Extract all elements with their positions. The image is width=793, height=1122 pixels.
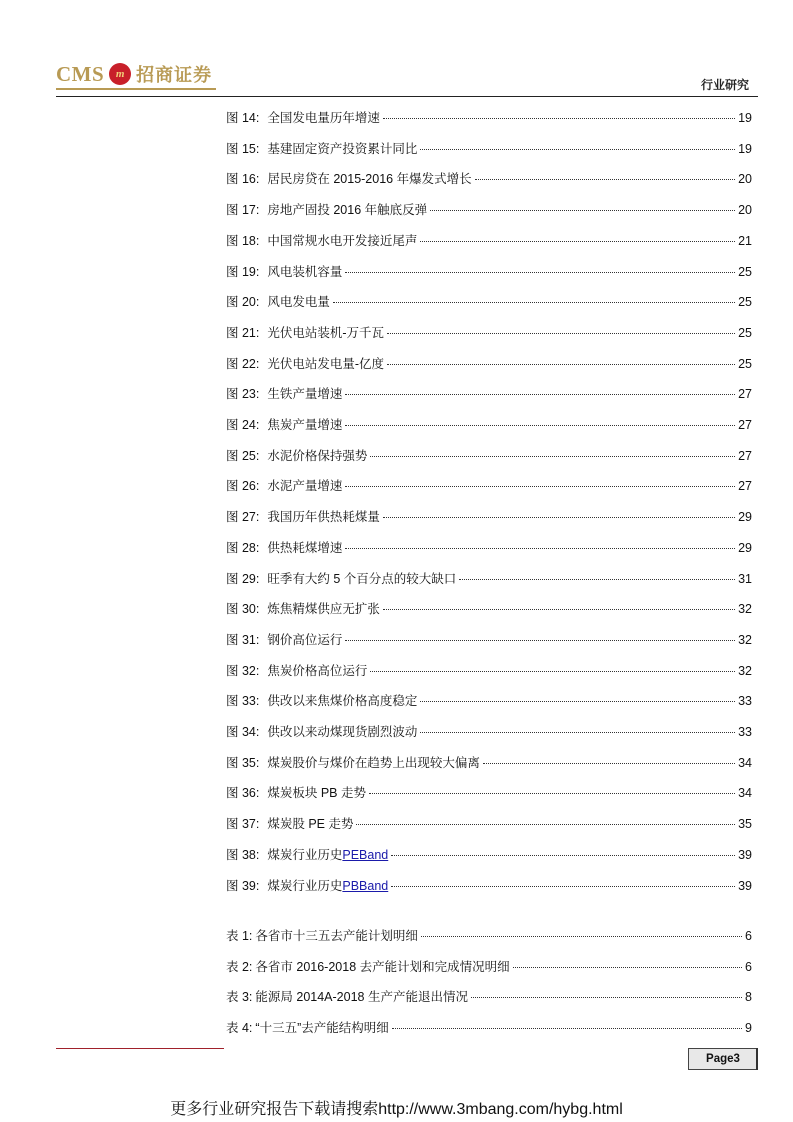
toc-page-number: 6 xyxy=(745,929,752,943)
toc-entry-number: 图 19: xyxy=(226,265,260,279)
toc-page-number: 21 xyxy=(738,234,752,248)
toc-dot-leader xyxy=(421,936,742,937)
figure-toc-entry[interactable] xyxy=(226,845,752,865)
toc-dot-leader xyxy=(369,793,735,794)
download-notice: 更多行业研究报告下载请搜索http://www.3mbang.com/hybg.html xyxy=(170,1101,623,1118)
toc-entry-title-text: 房地产固投 2016 年触底反弹 xyxy=(267,203,428,217)
toc-entry-number: 表 3: xyxy=(226,990,253,1004)
toc-entry-title xyxy=(267,446,367,464)
toc-dot-leader xyxy=(420,241,735,242)
toc-entry-number: 图 38: xyxy=(226,848,260,862)
toc-entry-title xyxy=(267,323,384,341)
toc-entry-title-text: 各省市十三五去产能计划明细 xyxy=(255,929,418,943)
header-divider xyxy=(56,96,758,97)
toc-entry-number: 图 33: xyxy=(226,694,260,708)
toc-entry-number: 表 2: xyxy=(226,960,253,974)
figure-toc-entry[interactable] xyxy=(226,783,752,803)
figure-toc-entry[interactable] xyxy=(226,108,752,128)
toc-page-number: 34 xyxy=(738,786,752,800)
toc-entry-title-text: 水泥价格保持强势 xyxy=(267,449,368,463)
toc-entry-number: 图 31: xyxy=(226,633,260,647)
toc-entry-title xyxy=(267,354,384,372)
toc-entry-title xyxy=(255,957,509,975)
toc-entry-number: 图 30: xyxy=(226,602,260,616)
toc-page-number: 27 xyxy=(738,387,752,401)
toc-entry-title-text: 风电发电量 xyxy=(267,295,330,309)
toc-entry-number: 图 20: xyxy=(226,295,260,309)
figure-toc-entry[interactable] xyxy=(226,415,752,435)
toc-entry-number: 表 1: xyxy=(226,929,253,943)
toc-entry-number: 图 32: xyxy=(226,664,260,678)
toc-entry-number: 图 39: xyxy=(226,879,260,893)
toc-dot-leader xyxy=(345,425,735,426)
toc-entry-number: 图 23: xyxy=(226,387,260,401)
toc-entry-title-text: 煤炭股价与煤价在趋势上出现较大偏离 xyxy=(267,756,480,770)
toc-entry-title xyxy=(267,415,342,433)
toc-entry-number: 图 37: xyxy=(226,817,260,831)
figure-toc-entry[interactable] xyxy=(226,538,752,558)
toc-page-number: 32 xyxy=(738,602,752,616)
toc-dot-leader xyxy=(333,302,735,303)
toc-page-number: 35 xyxy=(738,817,752,831)
figure-toc-entry[interactable] xyxy=(226,814,752,834)
figure-toc-entry[interactable] xyxy=(226,231,752,251)
toc-page-number: 25 xyxy=(738,357,752,371)
toc-page-number: 34 xyxy=(738,756,752,770)
toc-dot-leader xyxy=(387,333,735,334)
toc-entry-title xyxy=(267,661,367,679)
toc-dot-leader xyxy=(483,763,735,764)
toc-entry-title-text: 炼焦精煤供应无扩张 xyxy=(267,602,380,616)
logo-cms-text: CMS xyxy=(56,61,105,86)
toc-entry-title-text: 供改以来动煤现货剧烈波动 xyxy=(267,725,418,739)
toc-entry-title-text: 焦炭价格高位运行 xyxy=(267,664,368,678)
toc-entry-link[interactable]: PEBand xyxy=(342,848,389,862)
toc-entry-title xyxy=(267,169,471,187)
toc-entry-title xyxy=(267,691,417,709)
toc-entry-title-text: 生铁产量增速 xyxy=(267,387,343,401)
toc-page-number: 27 xyxy=(738,479,752,493)
toc-page-number: 33 xyxy=(738,725,752,739)
toc-entry-number: 图 14: xyxy=(226,111,260,125)
figure-toc-entry[interactable] xyxy=(226,446,752,466)
toc-page-number: 29 xyxy=(738,541,752,555)
toc-dot-leader xyxy=(420,149,735,150)
toc-dot-leader xyxy=(345,486,735,487)
toc-dot-leader xyxy=(420,732,735,733)
toc-page-number: 33 xyxy=(738,694,752,708)
toc-dot-leader xyxy=(471,997,742,998)
toc-dot-leader xyxy=(345,272,735,273)
toc-entry-title xyxy=(267,231,417,249)
toc-dot-leader xyxy=(383,118,735,119)
toc-page-number: 25 xyxy=(738,295,752,309)
toc-entry-number: 图 29: xyxy=(226,572,260,586)
figure-toc-entry[interactable] xyxy=(226,691,752,711)
toc-page-number: 8 xyxy=(745,990,752,1004)
figure-toc-entry[interactable] xyxy=(226,200,752,220)
toc-entry-title xyxy=(267,538,342,556)
toc-entry-title xyxy=(267,139,417,157)
toc-entry-title xyxy=(267,753,480,771)
toc-entry-number: 表 4: xyxy=(226,1021,253,1035)
toc-page-number: 9 xyxy=(745,1021,752,1035)
figure-toc-entry[interactable] xyxy=(226,476,752,496)
toc-entry-title-text: 煤炭股 PE 走势 xyxy=(267,817,354,831)
toc-entry-title-text: 水泥产量增速 xyxy=(267,479,343,493)
toc-entry-title xyxy=(267,814,353,832)
logo-badge-icon: m xyxy=(109,63,131,85)
figure-toc-entry[interactable] xyxy=(226,569,752,589)
toc-entry-number: 图 16: xyxy=(226,172,260,186)
figure-toc-entry[interactable] xyxy=(226,599,752,619)
toc-entry-title xyxy=(255,987,468,1005)
toc-entry-title xyxy=(267,845,388,863)
toc-entry-title-text: 风电装机容量 xyxy=(267,265,343,279)
page-number-box: Page3 xyxy=(688,1048,758,1070)
toc-entry-title xyxy=(267,200,427,218)
toc-entry-title-text: 光伏电站装机-万千瓦 xyxy=(267,326,385,340)
footer-divider xyxy=(56,1048,224,1049)
toc-entry-number: 图 21: xyxy=(226,326,260,340)
toc-entry-title-text: 居民房贷在 2015-2016 年爆发式增长 xyxy=(267,172,472,186)
figure-toc-entry[interactable] xyxy=(226,139,752,159)
toc-page-number: 25 xyxy=(738,326,752,340)
toc-entry-number: 图 22: xyxy=(226,357,260,371)
toc-entry-title xyxy=(267,507,380,525)
toc-entry-title-text: 能源局 2014A-2018 生产产能退出情况 xyxy=(255,990,468,1004)
toc-entry-title-text: 我国历年供热耗煤量 xyxy=(267,510,380,524)
toc-page-number: 27 xyxy=(738,449,752,463)
figure-toc-entry[interactable] xyxy=(226,722,752,742)
toc-entry-title xyxy=(267,384,342,402)
toc-entry-title xyxy=(267,876,388,894)
toc-dot-leader xyxy=(345,394,735,395)
figure-toc-entry[interactable] xyxy=(226,753,752,773)
toc-page-number: 27 xyxy=(738,418,752,432)
toc-entry-number: 图 15: xyxy=(226,142,260,156)
toc-entry-title xyxy=(267,783,366,801)
toc-entry-title-text: 煤炭板块 PB 走势 xyxy=(267,786,366,800)
header-accent-line xyxy=(56,88,216,90)
toc-entry-title xyxy=(267,722,417,740)
toc-dot-leader xyxy=(513,967,742,968)
figure-toc-entry[interactable] xyxy=(226,169,752,189)
toc-page-number: 39 xyxy=(738,879,752,893)
toc-entry-title-text: 焦炭产量增速 xyxy=(267,418,343,432)
page-header xyxy=(0,0,793,100)
toc-entry-number: 图 24: xyxy=(226,418,260,432)
table-toc-entry[interactable] xyxy=(226,957,752,977)
figure-toc-entry[interactable] xyxy=(226,661,752,681)
toc-page-number: 25 xyxy=(738,265,752,279)
toc-page-number: 19 xyxy=(738,142,752,156)
toc-dot-leader xyxy=(345,548,735,549)
figure-toc-entry[interactable] xyxy=(226,354,752,374)
toc-entry-title xyxy=(267,108,380,126)
toc-entry-title-text: 各省市 2016-2018 去产能计划和完成情况明细 xyxy=(255,960,510,974)
figure-toc-entry[interactable] xyxy=(226,384,752,404)
toc-entry-title xyxy=(267,630,342,648)
toc-entry-number: 图 27: xyxy=(226,510,260,524)
toc-entry-title xyxy=(267,476,342,494)
toc-page-number: 19 xyxy=(738,111,752,125)
toc-entry-title-text: 旺季有大约 5 个百分点的较大缺口 xyxy=(267,572,457,586)
toc-dot-leader xyxy=(391,855,735,856)
table-toc-entry[interactable] xyxy=(226,987,752,1007)
toc-dot-leader xyxy=(459,579,735,580)
toc-entry-title xyxy=(267,569,456,587)
figure-toc-entry[interactable] xyxy=(226,292,752,312)
figure-toc-entry[interactable] xyxy=(226,507,752,527)
toc-dot-leader xyxy=(475,179,736,180)
toc-entry-title-text: “十三五”去产能结构明细 xyxy=(255,1021,389,1035)
toc-page-number: 6 xyxy=(745,960,752,974)
toc-dot-leader xyxy=(430,210,735,211)
toc-dot-leader xyxy=(391,886,735,887)
toc-entry-title-text: 全国发电量历年增速 xyxy=(267,111,380,125)
figure-toc-entry[interactable] xyxy=(226,630,752,650)
toc-entry-number: 图 34: xyxy=(226,725,260,739)
toc-page-number: 20 xyxy=(738,172,752,186)
toc-dot-leader xyxy=(383,609,735,610)
toc-page-number: 29 xyxy=(738,510,752,524)
toc-entry-title-text: 供改以来焦煤价格高度稳定 xyxy=(267,694,418,708)
figure-toc-entry[interactable] xyxy=(226,876,752,896)
toc-dot-leader xyxy=(420,701,735,702)
toc-page-number: 32 xyxy=(738,664,752,678)
figure-toc-entry[interactable] xyxy=(226,323,752,343)
toc-entry-number: 图 36: xyxy=(226,786,260,800)
table-toc-entry[interactable] xyxy=(226,1018,752,1038)
toc-entry-title-text: 光伏电站发电量-亿度 xyxy=(267,357,385,371)
toc-entry-title-text: 钢价高位运行 xyxy=(267,633,343,647)
toc-dot-leader xyxy=(392,1028,742,1029)
toc-dot-leader xyxy=(356,824,735,825)
toc-entry-link[interactable]: PBBand xyxy=(342,879,389,893)
toc-entry-title-text: 煤炭行业历史 xyxy=(267,879,343,893)
toc-entry-title-text: 基建固定资产投资累计同比 xyxy=(267,142,418,156)
toc-page-number: 39 xyxy=(738,848,752,862)
toc-entry-title xyxy=(255,1018,388,1036)
toc-entry-title xyxy=(255,926,418,944)
table-toc-entry[interactable] xyxy=(226,926,752,946)
toc-dot-leader xyxy=(370,671,735,672)
toc-entry-title xyxy=(267,262,342,280)
toc-page-number: 31 xyxy=(738,572,752,586)
toc-entry-title xyxy=(267,599,380,617)
toc-entry-title xyxy=(267,292,330,310)
figure-toc-entry[interactable] xyxy=(226,262,752,282)
page-box-shadow xyxy=(756,1048,758,1070)
toc-dot-leader xyxy=(345,640,735,641)
toc-entry-number: 图 28: xyxy=(226,541,260,555)
toc-entry-number: 图 25: xyxy=(226,449,260,463)
toc-entry-number: 图 17: xyxy=(226,203,260,217)
toc-entry-number: 图 26: xyxy=(226,479,260,493)
toc-dot-leader xyxy=(370,456,735,457)
toc-page-number: 32 xyxy=(738,633,752,647)
cms-logo xyxy=(56,60,212,88)
toc-entry-title-text: 煤炭行业历史 xyxy=(267,848,343,862)
toc-entry-title-text: 中国常规水电开发接近尾声 xyxy=(267,234,418,248)
toc-entry-number: 图 18: xyxy=(226,234,260,248)
toc-entry-title-text: 供热耗煤增速 xyxy=(267,541,343,555)
toc-page-number: 20 xyxy=(738,203,752,217)
toc-entry-number: 图 35: xyxy=(226,756,260,770)
section-label: 行业研究 xyxy=(700,78,749,92)
toc-dot-leader xyxy=(383,517,735,518)
toc-dot-leader xyxy=(387,364,735,365)
logo-chinese-text: 招商证券 xyxy=(136,65,213,86)
